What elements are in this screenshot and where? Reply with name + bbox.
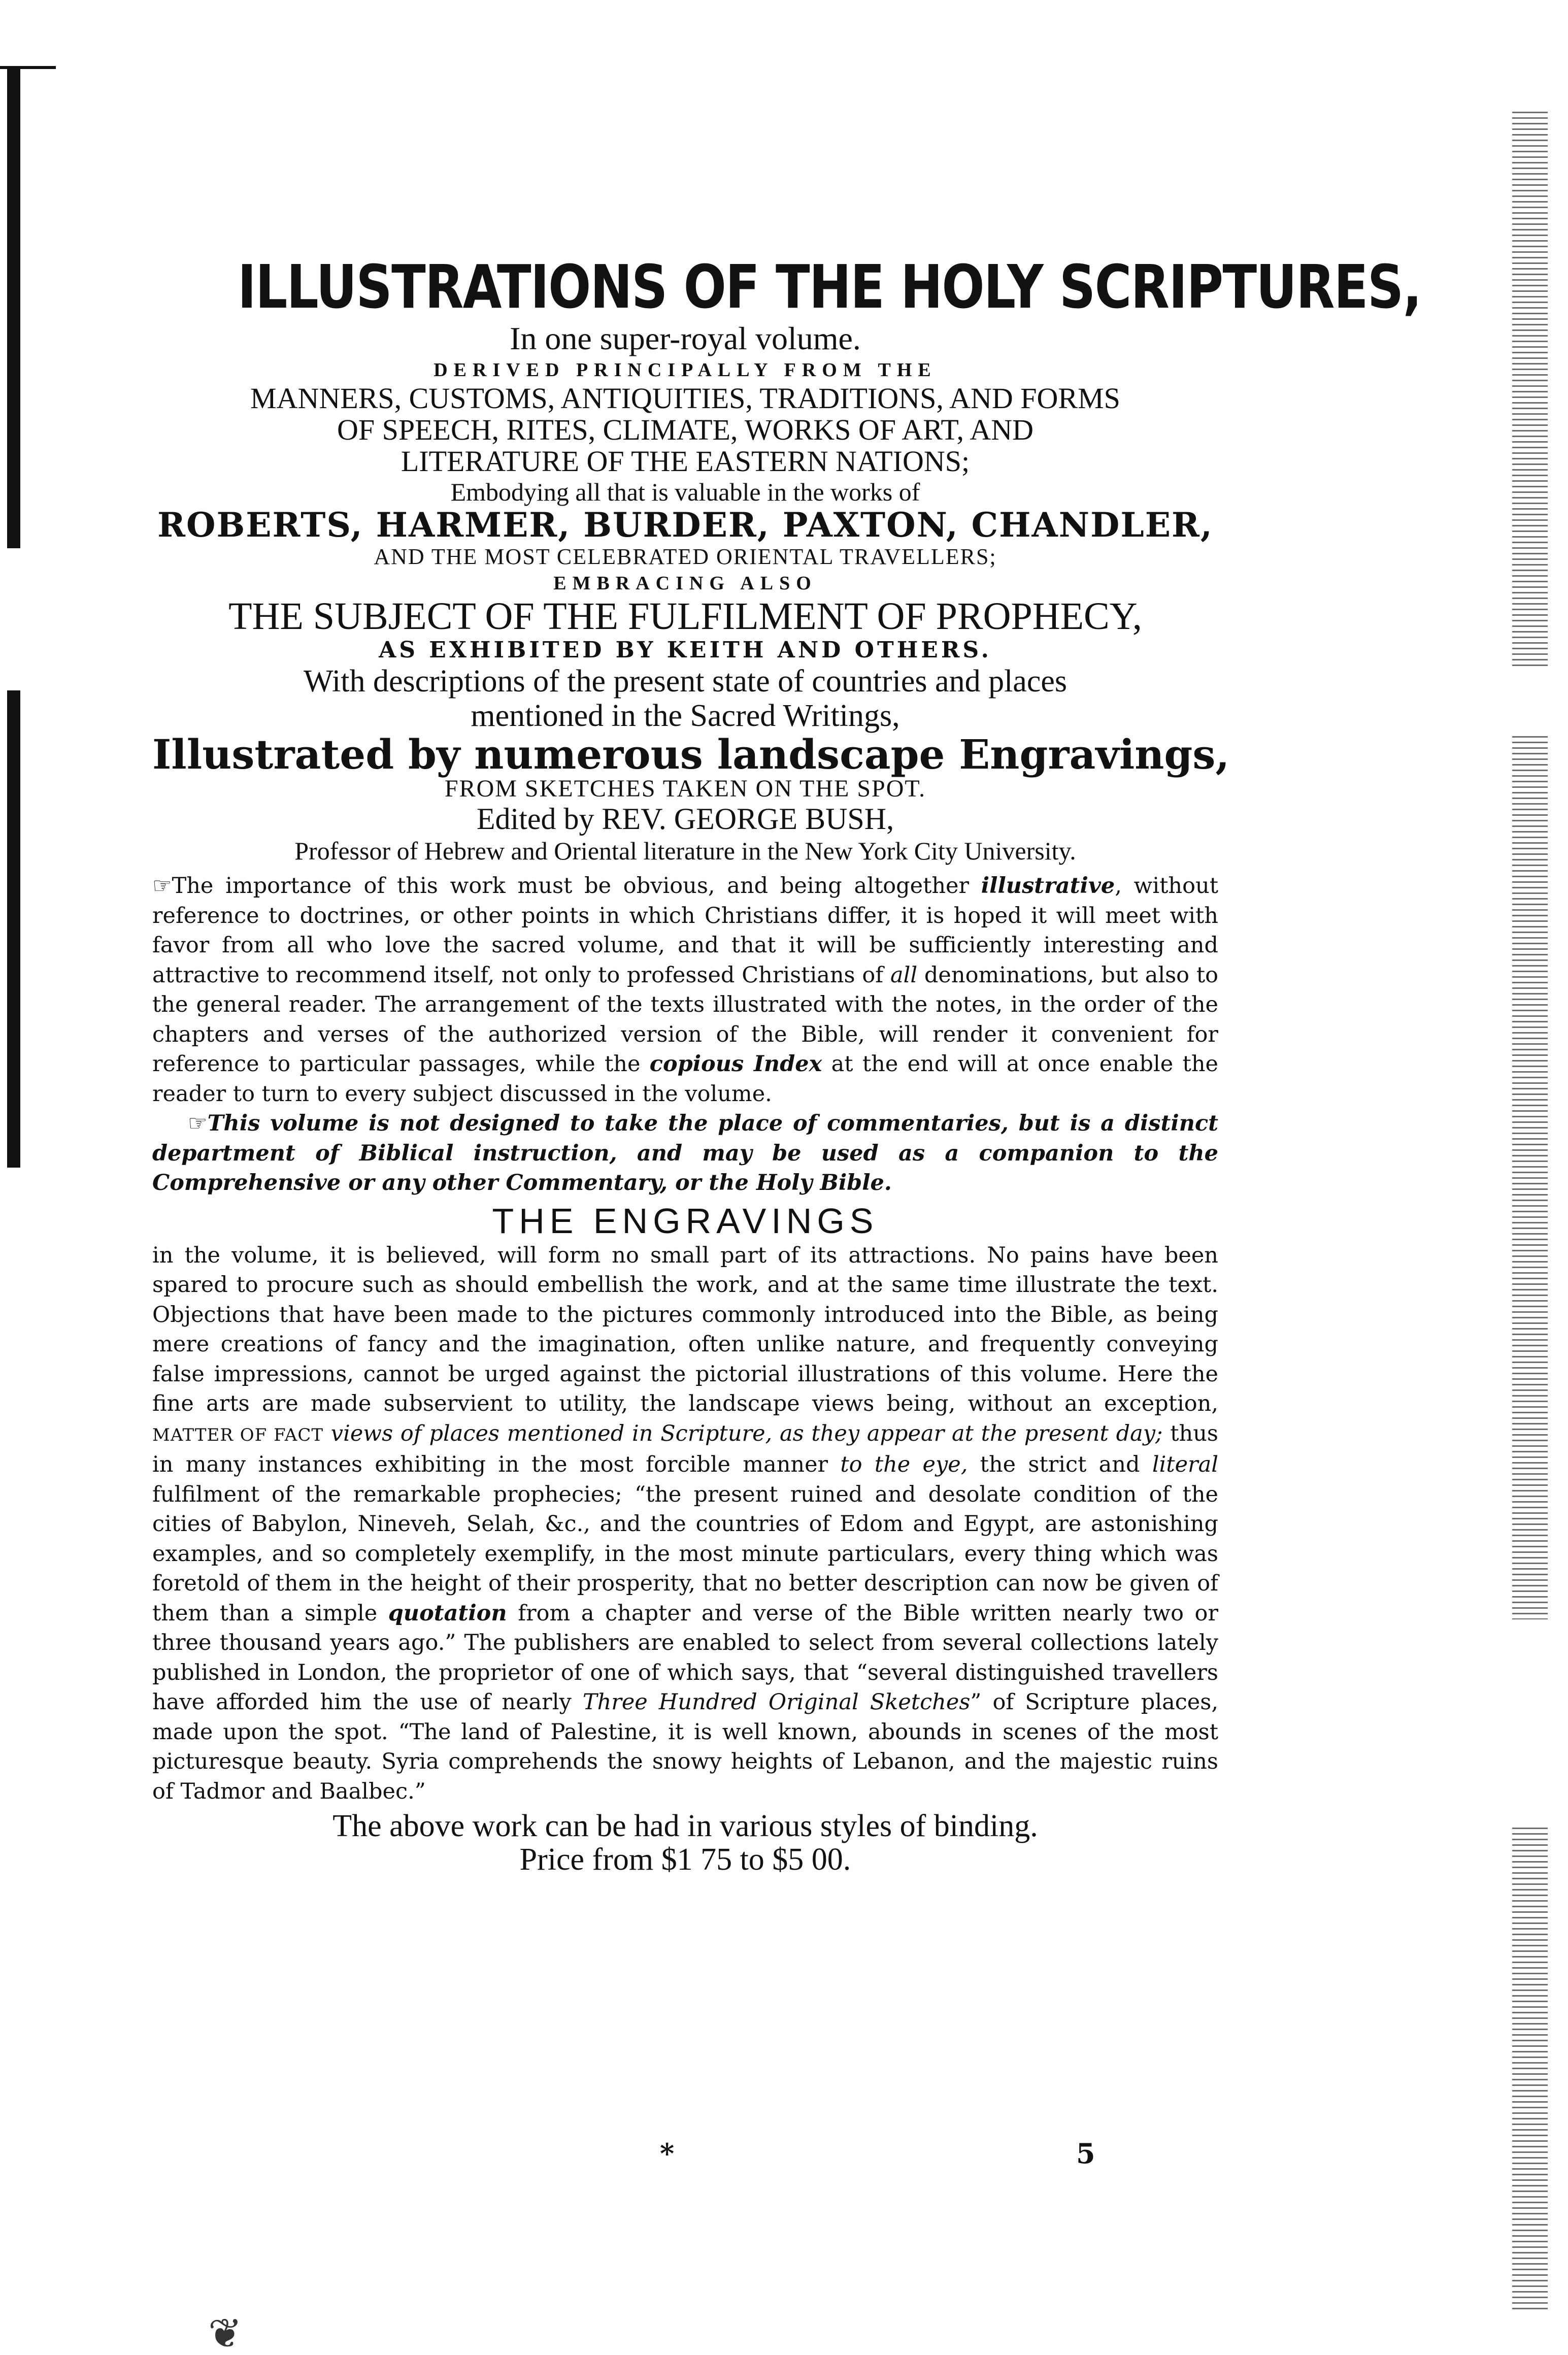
travellers-line: AND THE MOST CELEBRATED ORIENTAL TRAVELLERS; bbox=[374, 544, 997, 569]
page-title: ILLUSTRATIONS OF THE HOLY SCRIPTURES, bbox=[238, 252, 1421, 322]
illustrated-line: Illustrated by numerous landscape Engravings, bbox=[152, 731, 1230, 778]
sources-line-3: LITERATURE OF THE EASTERN NATIONS; bbox=[401, 445, 970, 478]
authors-names: ROBERTS, HARMER, BURDER, PAXTON, CHANDLER, bbox=[157, 505, 1213, 545]
scan-edge-right-top bbox=[1512, 112, 1548, 670]
prophecy-heading: THE SUBJECT OF THE FULFILMENT OF PROPHECY, bbox=[228, 595, 1142, 638]
scan-edge-left-top bbox=[7, 66, 20, 548]
price-line: Price from $1 75 to $5 00. bbox=[519, 1842, 851, 1877]
description-line-1: With descriptions of the present state of countries and places bbox=[304, 664, 1067, 699]
scan-edge-right-bottom bbox=[1512, 1828, 1548, 2310]
signature-star: * bbox=[660, 2137, 675, 2170]
notice-paragraph-2: ☞This volume is not designed to take the place of commentaries, but is a distinct department of Biblical instruction, and may be used as a companion to the Comprehensive or any other Commentary, or the Holy Bible. bbox=[152, 1111, 1218, 1196]
embodying-line: Embodying all that is valuable in the works of bbox=[450, 478, 920, 506]
advertisement-column bbox=[152, 252, 1421, 1877]
subtitle: In one super-royal volume. bbox=[510, 320, 861, 356]
sketches-line: FROM SKETCHES TAKEN ON THE SPOT. bbox=[444, 775, 926, 802]
page-number: 5 bbox=[1076, 2137, 1095, 2170]
pointing-hand-icon: ☞ bbox=[188, 1111, 208, 1136]
sources-line-1: MANNERS, CUSTOMS, ANTIQUITIES, TRADITIONS, AND FORMS bbox=[250, 382, 1120, 415]
scan-edge-right-mid bbox=[1512, 736, 1548, 1619]
pointing-hand-icon: ☞ bbox=[152, 873, 172, 899]
description-line-2: mentioned in the Sacred Writings, bbox=[471, 699, 900, 733]
engravings-paragraph: in the volume, it is believed, will form no small part of its attractions. No pains have been spared to procure such as should embellish the work, and at the same time illustrate the text. Objections that have been made to the pictures commonly introduced into the Bible, as being mere creations of fancy and the imagination, often unlike nature, and frequently conveying false impressions, cannot be urged against the pictorial illustrations of this volume. Here the fine arts are made subservient to utility, the landscape views being, without an exception, MATTER OF FACT views of places mentioned in Scripture, as they appear at the present day; thus in many instances exhibiting in the most forcible manner to the eye, the strict and literal fulfilment of the remarkable prophecies; “the present ruined and desolate condition of the cities of Babylon, Nineveh, Selah, &c., and the countries of Edom and Egypt, are astonishing examples, and so completely exemplify, in the most minute particulars, every thing which was foretold of them in the height of their prosperity, that no better description can now be given of them than a simple quotation from a chapter and verse of the Bible written nearly two or three thousand years ago.” The publishers are enabled to select from several collections lately published in London, the proprietor of one of which says, that “several distinguished travellers have afforded him the use of nearly Three Hundred Original Sketches” of Scripture places, made upon the spot. “The land of Palestine, it is well known, abounds in scenes of the most picturesque beauty. Syria comprehends the snowy heights of Lebanon, and the majestic ruins of Tadmor and Baalbec.” bbox=[152, 1242, 1219, 1804]
notice-paragraph-1: ☞The importance of this work must be obvious, and being altogether illustrative, without reference to doctrines, or other points in which Christians differ, it is hoped it will meet with favor from all who love the sacred volume, and that it will be sufficiently interesting and attractive to recommend itself, not only to professed Christians of all denominations, but also to the general reader. The arrangement of the texts illustrated with the notes, in the order of the chapters and verses of the authorized version of the Bible, will render it convenient for reference to particular passages, while the copious Index at the end will at once enable the reader to turn to every subject discussed in the volume. bbox=[152, 873, 1218, 1107]
derived-line: DERIVED PRINCIPALLY FROM THE bbox=[433, 359, 937, 381]
keith-line: AS EXHIBITED BY KEITH AND OTHERS. bbox=[379, 637, 992, 663]
ornament-icon: ❦ bbox=[208, 2312, 243, 2355]
sources-line-2: OF SPEECH, RITES, CLIMATE, WORKS OF ART, AND bbox=[337, 413, 1034, 446]
binding-line: The above work can be had in various styles of binding. bbox=[332, 1809, 1038, 1843]
embracing-line: EMBRACING ALSO bbox=[553, 573, 817, 594]
scan-edge-top-tick bbox=[0, 66, 56, 69]
scan-edge-left-bottom bbox=[7, 690, 20, 1168]
editor-line: Edited by REV. GEORGE BUSH, bbox=[476, 802, 894, 836]
engravings-heading: THE ENGRAVINGS bbox=[492, 1201, 879, 1241]
professor-line: Professor of Hebrew and Oriental literature in the New York City University. bbox=[294, 837, 1076, 865]
